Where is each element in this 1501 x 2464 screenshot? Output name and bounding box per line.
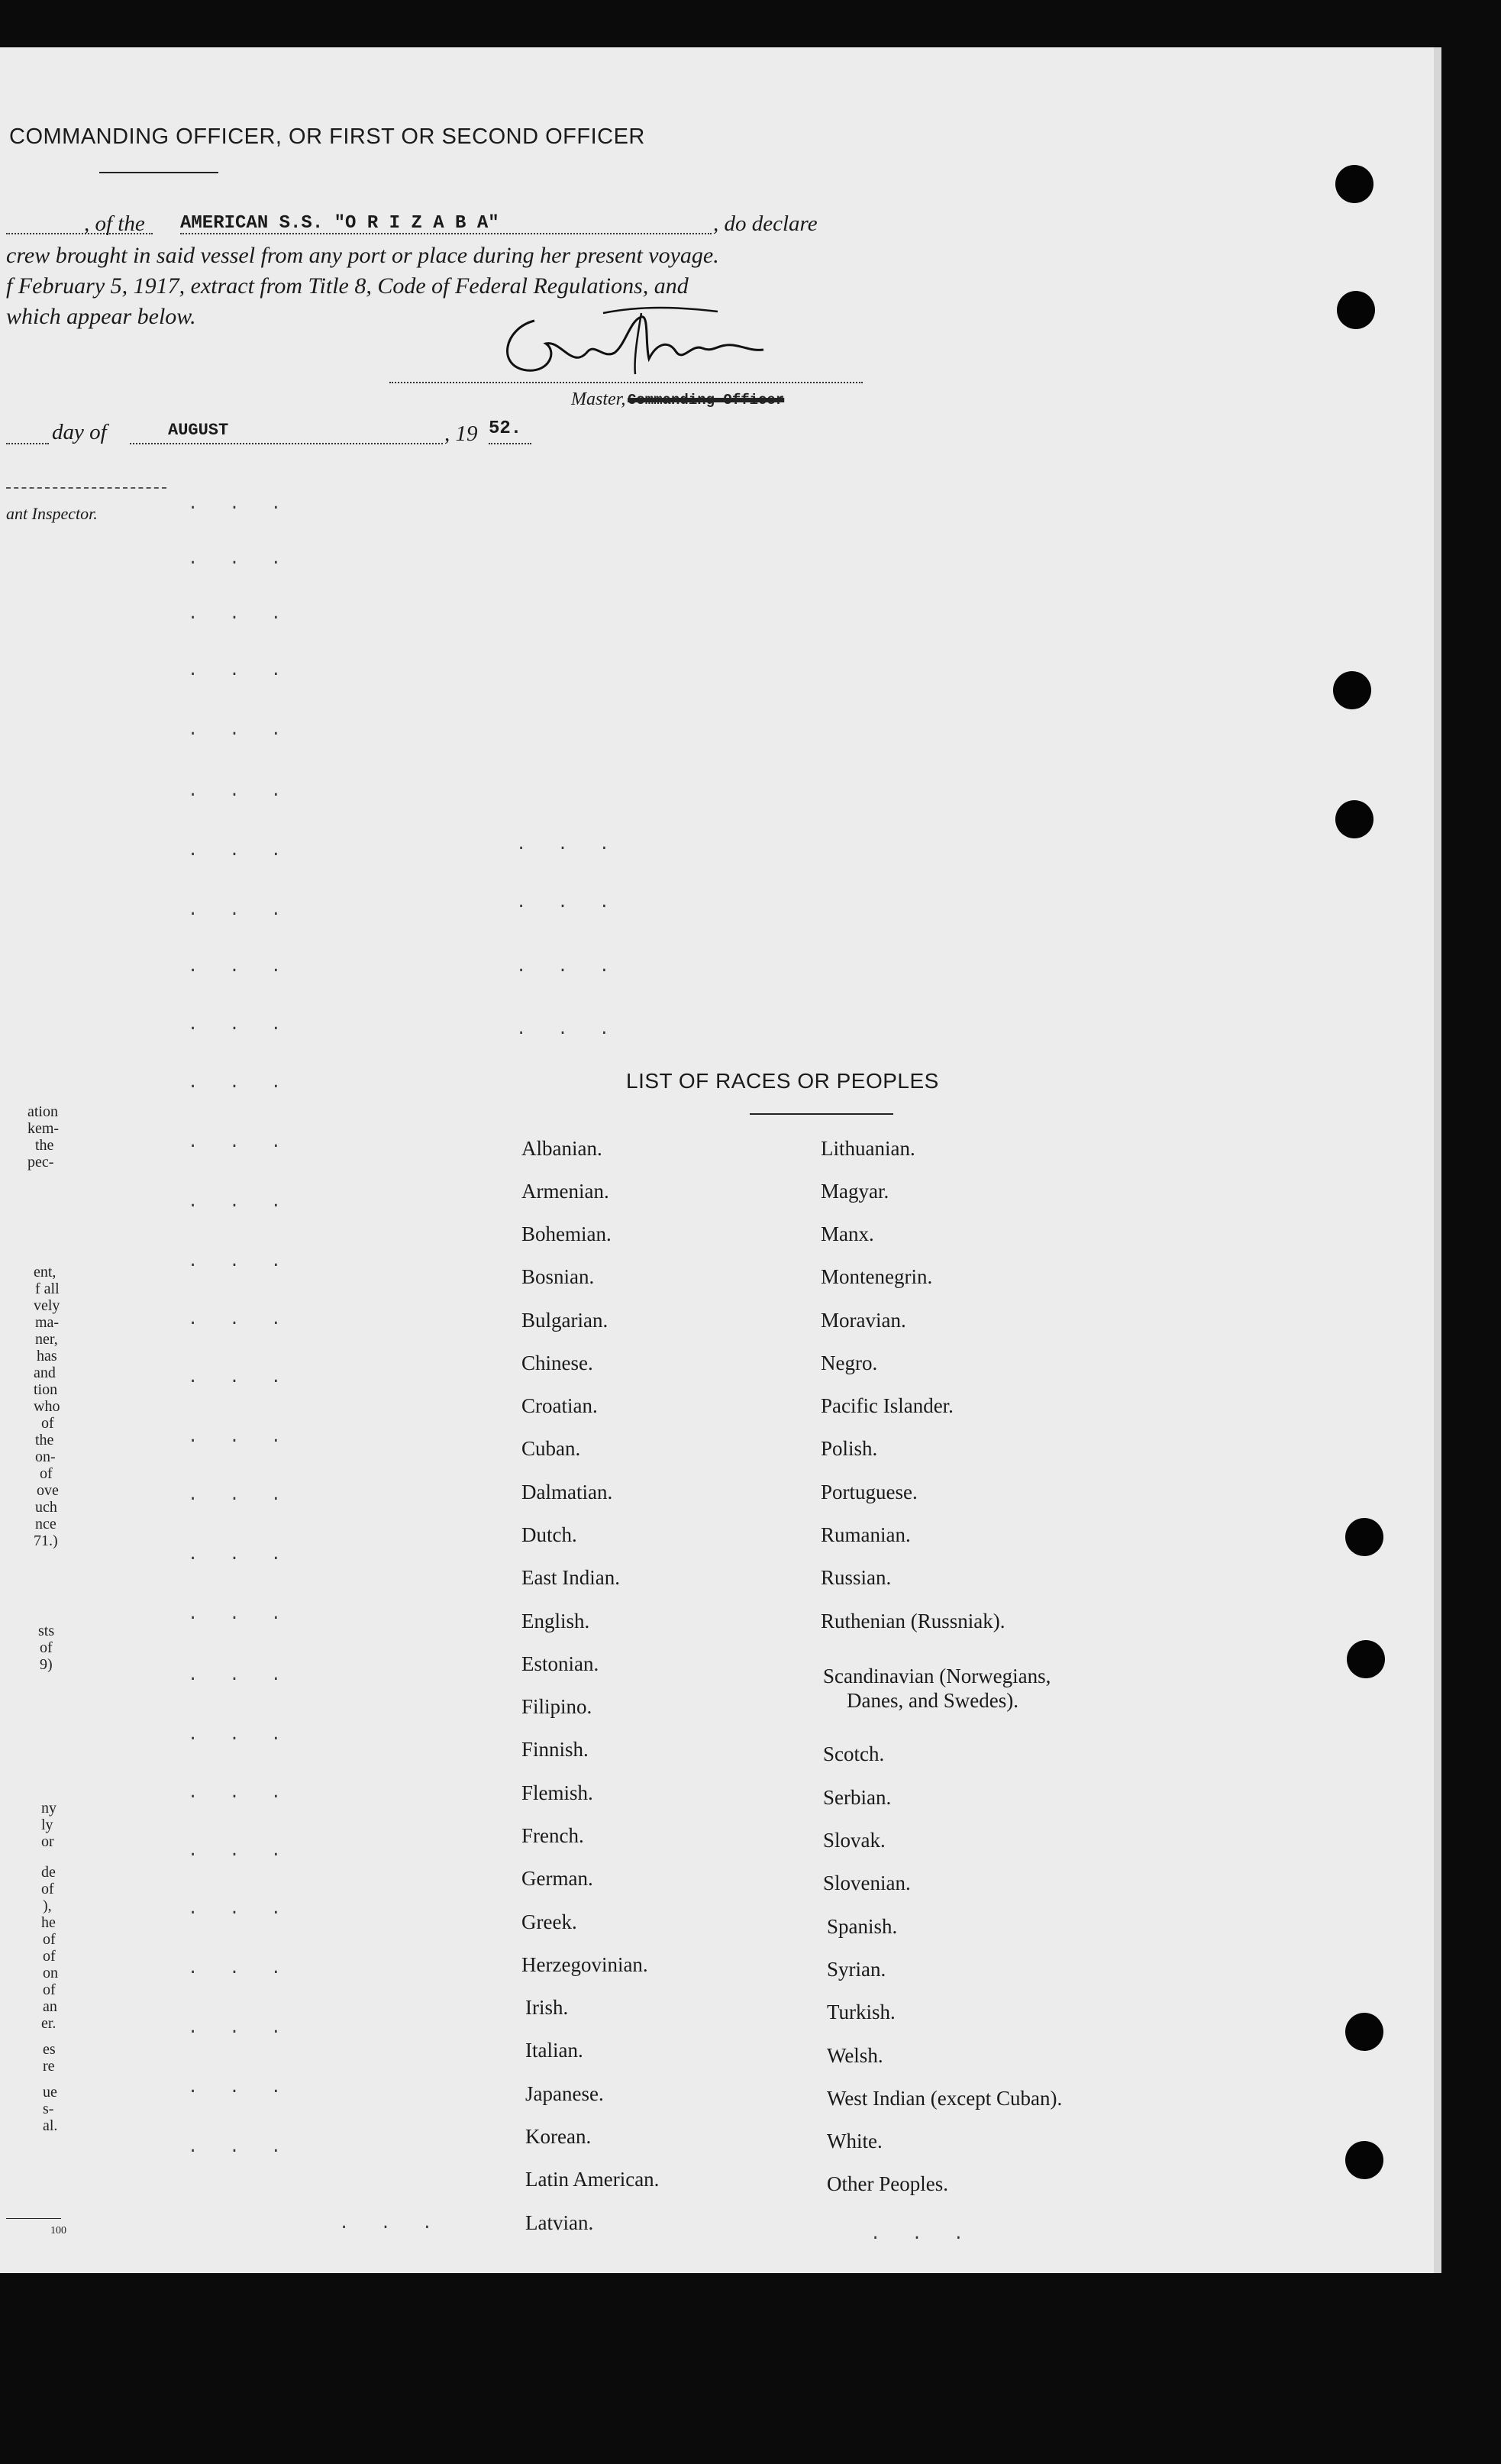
header-title: COMMANDING OFFICER, OR FIRST OR SECOND OFFICER [9, 124, 645, 149]
dot-leader: . . . [188, 958, 292, 977]
race-item: Japanese. [525, 2082, 604, 2105]
race-item: Croatian. [521, 1394, 598, 1417]
punch-hole [1345, 1518, 1383, 1556]
race-item: Scandinavian (Norwegians, [823, 1665, 1051, 1687]
dot-leader: . . . [188, 1368, 292, 1387]
margin-fragment: s- [43, 2101, 54, 2117]
race-item: Latin American. [525, 2168, 660, 2191]
margin-fragment: of [43, 1948, 56, 1965]
punch-hole [1335, 800, 1373, 838]
race-item: Slovak. [823, 1829, 886, 1852]
dot-leader: . . . [188, 1959, 292, 1978]
dot-leader: . . . [188, 605, 292, 624]
struck-title: Commanding Officer [628, 392, 785, 409]
margin-fragment: ly [41, 1817, 53, 1833]
day-of-text: day of [52, 420, 107, 444]
margin-fragment: on- [35, 1448, 56, 1465]
margin-fragment: of [41, 1881, 54, 1897]
race-item: Slovenian. [823, 1871, 911, 1894]
margin-fragment: he [41, 1914, 56, 1931]
of-the-text: , of the [84, 212, 145, 236]
race-item: Moravian. [821, 1309, 906, 1332]
dot-leader: . . . [188, 1016, 292, 1035]
margin-fragment: of [41, 1415, 54, 1432]
dot-leader: . . . [188, 1310, 292, 1329]
race-item: Magyar. [821, 1180, 889, 1203]
race-item: Other Peoples. [827, 2172, 948, 2195]
race-item: Portuguese. [821, 1481, 918, 1503]
dot-leader: . . . [188, 721, 292, 740]
race-item: Turkish. [827, 2001, 896, 2023]
dot-leader: . . . [188, 2078, 292, 2097]
year-blank [489, 443, 531, 444]
vessel-name: AMERICAN S.S. "O R I Z A B A" [180, 213, 499, 234]
dot-leader: . . . [339, 2214, 444, 2233]
margin-fragment: who [34, 1398, 60, 1415]
dot-leader: . . . [870, 2225, 975, 2244]
do-declare-text: , do declare [713, 212, 818, 236]
dot-leader: . . . [188, 1545, 292, 1565]
race-item: Ruthenian (Russniak). [821, 1610, 1006, 1632]
dot-leader: . . . [188, 1486, 292, 1505]
race-item: Filipino. [521, 1695, 592, 1718]
margin-fragment: ue [43, 2084, 57, 2101]
race-item: Negro. [821, 1351, 878, 1374]
race-item: Greek. [521, 1910, 577, 1933]
dot-leader: . . . [188, 901, 292, 920]
margin-fragment: ), [43, 1897, 52, 1914]
margin-fragment: pec- [27, 1154, 54, 1171]
dot-leader: . . . [188, 1900, 292, 1919]
race-item: Dutch. [521, 1523, 577, 1546]
race-item: Armenian. [521, 1180, 609, 1203]
dot-leader: . . . [516, 893, 621, 912]
race-item: Serbian. [823, 1786, 892, 1809]
margin-fragment: of [43, 1981, 56, 1998]
dot-leader: . . . [188, 1666, 292, 1685]
margin-fragment: ent, [34, 1264, 56, 1280]
margin-fragment: has [37, 1348, 57, 1364]
vessel-blank [180, 233, 712, 234]
day-blank [6, 443, 49, 444]
margin-fragment: nce [35, 1516, 56, 1532]
dot-leader: . . . [188, 495, 292, 514]
race-item: Flemish. [521, 1781, 593, 1804]
punch-hole [1337, 291, 1375, 329]
margin-fragment: of [40, 1465, 53, 1482]
declaration-line-4: which appear below. [6, 304, 196, 329]
master-signature [489, 298, 809, 389]
margin-fragment: de [41, 1864, 56, 1881]
inspector-label: ant Inspector. [6, 504, 98, 523]
margin-rule [6, 2218, 61, 2219]
race-item: Russian. [821, 1566, 892, 1589]
margin-fragment: sts [38, 1623, 55, 1639]
page-edge [1434, 47, 1441, 2273]
race-item: White. [827, 2130, 883, 2152]
race-item: Finnish. [521, 1738, 589, 1761]
race-item: Herzegovinian. [521, 1953, 648, 1976]
race-item: West Indian (except Cuban). [827, 2087, 1063, 2110]
dot-leader: . . . [188, 2138, 292, 2157]
signature-line [389, 382, 863, 383]
margin-fragment: ation [27, 1103, 58, 1120]
race-item: Chinese. [521, 1351, 593, 1374]
month-value: AUGUST [168, 421, 229, 440]
dot-leader: . . . [188, 1726, 292, 1745]
margin-fragment: the [35, 1432, 54, 1448]
margin-fragment: or [41, 1833, 54, 1850]
dot-leader: . . . [188, 1842, 292, 1861]
punch-hole [1345, 2013, 1383, 2051]
margin-fragment: f all [35, 1280, 60, 1297]
race-item: Bulgarian. [521, 1309, 608, 1332]
race-item: German. [521, 1867, 593, 1890]
race-item: Cuban. [521, 1437, 581, 1460]
race-item: Polish. [821, 1437, 878, 1460]
dot-leader: . . . [188, 1074, 292, 1093]
race-item: Lithuanian. [821, 1137, 915, 1160]
margin-fragment: uch [35, 1499, 57, 1516]
margin-fragment: 100 [50, 2225, 66, 2236]
margin-fragment: an [43, 1998, 57, 2015]
margin-fragment: and [34, 1364, 56, 1381]
race-item: Bohemian. [521, 1222, 612, 1245]
margin-fragment: 9) [40, 1656, 53, 1673]
dot-leader: . . . [188, 1784, 292, 1803]
race-item: Welsh. [827, 2044, 883, 2067]
margin-fragment: ny [41, 1800, 56, 1817]
year-value: 52. [489, 418, 522, 439]
dot-leader: . . . [516, 1020, 621, 1039]
declaration-line-3: f February 5, 1917, extract from Title 8, Code of Federal Regulations, and [6, 273, 689, 299]
race-item: Danes, and Swedes). [847, 1689, 1018, 1712]
master-label: Master, [571, 389, 626, 409]
race-item: Pacific Islander. [821, 1394, 954, 1417]
race-item: English. [521, 1610, 590, 1632]
margin-fragment: on [43, 1965, 58, 1981]
race-item: East Indian. [521, 1566, 620, 1589]
margin-fragment: ner, [35, 1331, 58, 1348]
races-title-underline [750, 1113, 893, 1115]
dot-leader: . . . [188, 661, 292, 680]
dot-leader: . . . [188, 1428, 292, 1447]
margin-fragment: ove [37, 1482, 59, 1499]
declaration-line-2: crew brought in said vessel from any port or place during her present voyage. [6, 243, 719, 268]
race-item: Manx. [821, 1222, 874, 1245]
races-title: LIST OF RACES OR PEOPLES [626, 1069, 939, 1093]
race-item: Korean. [525, 2125, 592, 2148]
dot-leader: . . . [188, 1605, 292, 1624]
punch-hole [1335, 165, 1373, 203]
dot-leader: . . . [516, 835, 621, 854]
race-item: Latvian. [525, 2211, 594, 2234]
dot-leader: . . . [188, 2019, 292, 2038]
dot-leader: . . . [188, 841, 292, 861]
race-item: Scotch. [823, 1742, 885, 1765]
margin-fragment: re [43, 2058, 55, 2075]
punch-hole [1347, 1640, 1385, 1678]
dot-leader: . . . [516, 958, 621, 977]
margin-fragment: vely [34, 1297, 60, 1314]
race-item: Bosnian. [521, 1265, 595, 1288]
dot-leader: . . . [188, 1133, 292, 1152]
race-item: Spanish. [827, 1915, 898, 1938]
header-underline [99, 172, 218, 173]
dot-leader: . . . [188, 550, 292, 569]
margin-fragment: tion [34, 1381, 58, 1398]
margin-fragment: the [35, 1137, 54, 1154]
inspector-scrawl [6, 487, 166, 489]
margin-fragment: ma- [35, 1314, 60, 1331]
race-item: Rumanian. [821, 1523, 911, 1546]
race-item: Estonian. [521, 1652, 599, 1675]
month-blank [130, 443, 443, 444]
race-item: Irish. [525, 1996, 569, 2019]
race-item: Albanian. [521, 1137, 602, 1160]
margin-fragment: al. [43, 2117, 58, 2134]
punch-hole [1333, 671, 1371, 709]
race-item: Syrian. [827, 1958, 886, 1981]
margin-fragment: kem- [27, 1120, 60, 1137]
margin-fragment: of [40, 1639, 53, 1656]
year-prefix: , 19 [444, 421, 478, 446]
dot-leader: . . . [188, 782, 292, 801]
dot-leader: . . . [188, 1193, 292, 1212]
margin-fragment: 71.) [34, 1532, 58, 1549]
race-item: Italian. [525, 2039, 583, 2062]
margin-fragment: es [43, 2041, 56, 2058]
race-item: Montenegrin. [821, 1265, 933, 1288]
race-item: Dalmatian. [521, 1481, 613, 1503]
margin-fragment: of [43, 1931, 56, 1948]
dot-leader: . . . [188, 1252, 292, 1271]
race-item: French. [521, 1824, 584, 1847]
margin-fragment: er. [41, 2015, 56, 2032]
punch-hole [1345, 2141, 1383, 2179]
